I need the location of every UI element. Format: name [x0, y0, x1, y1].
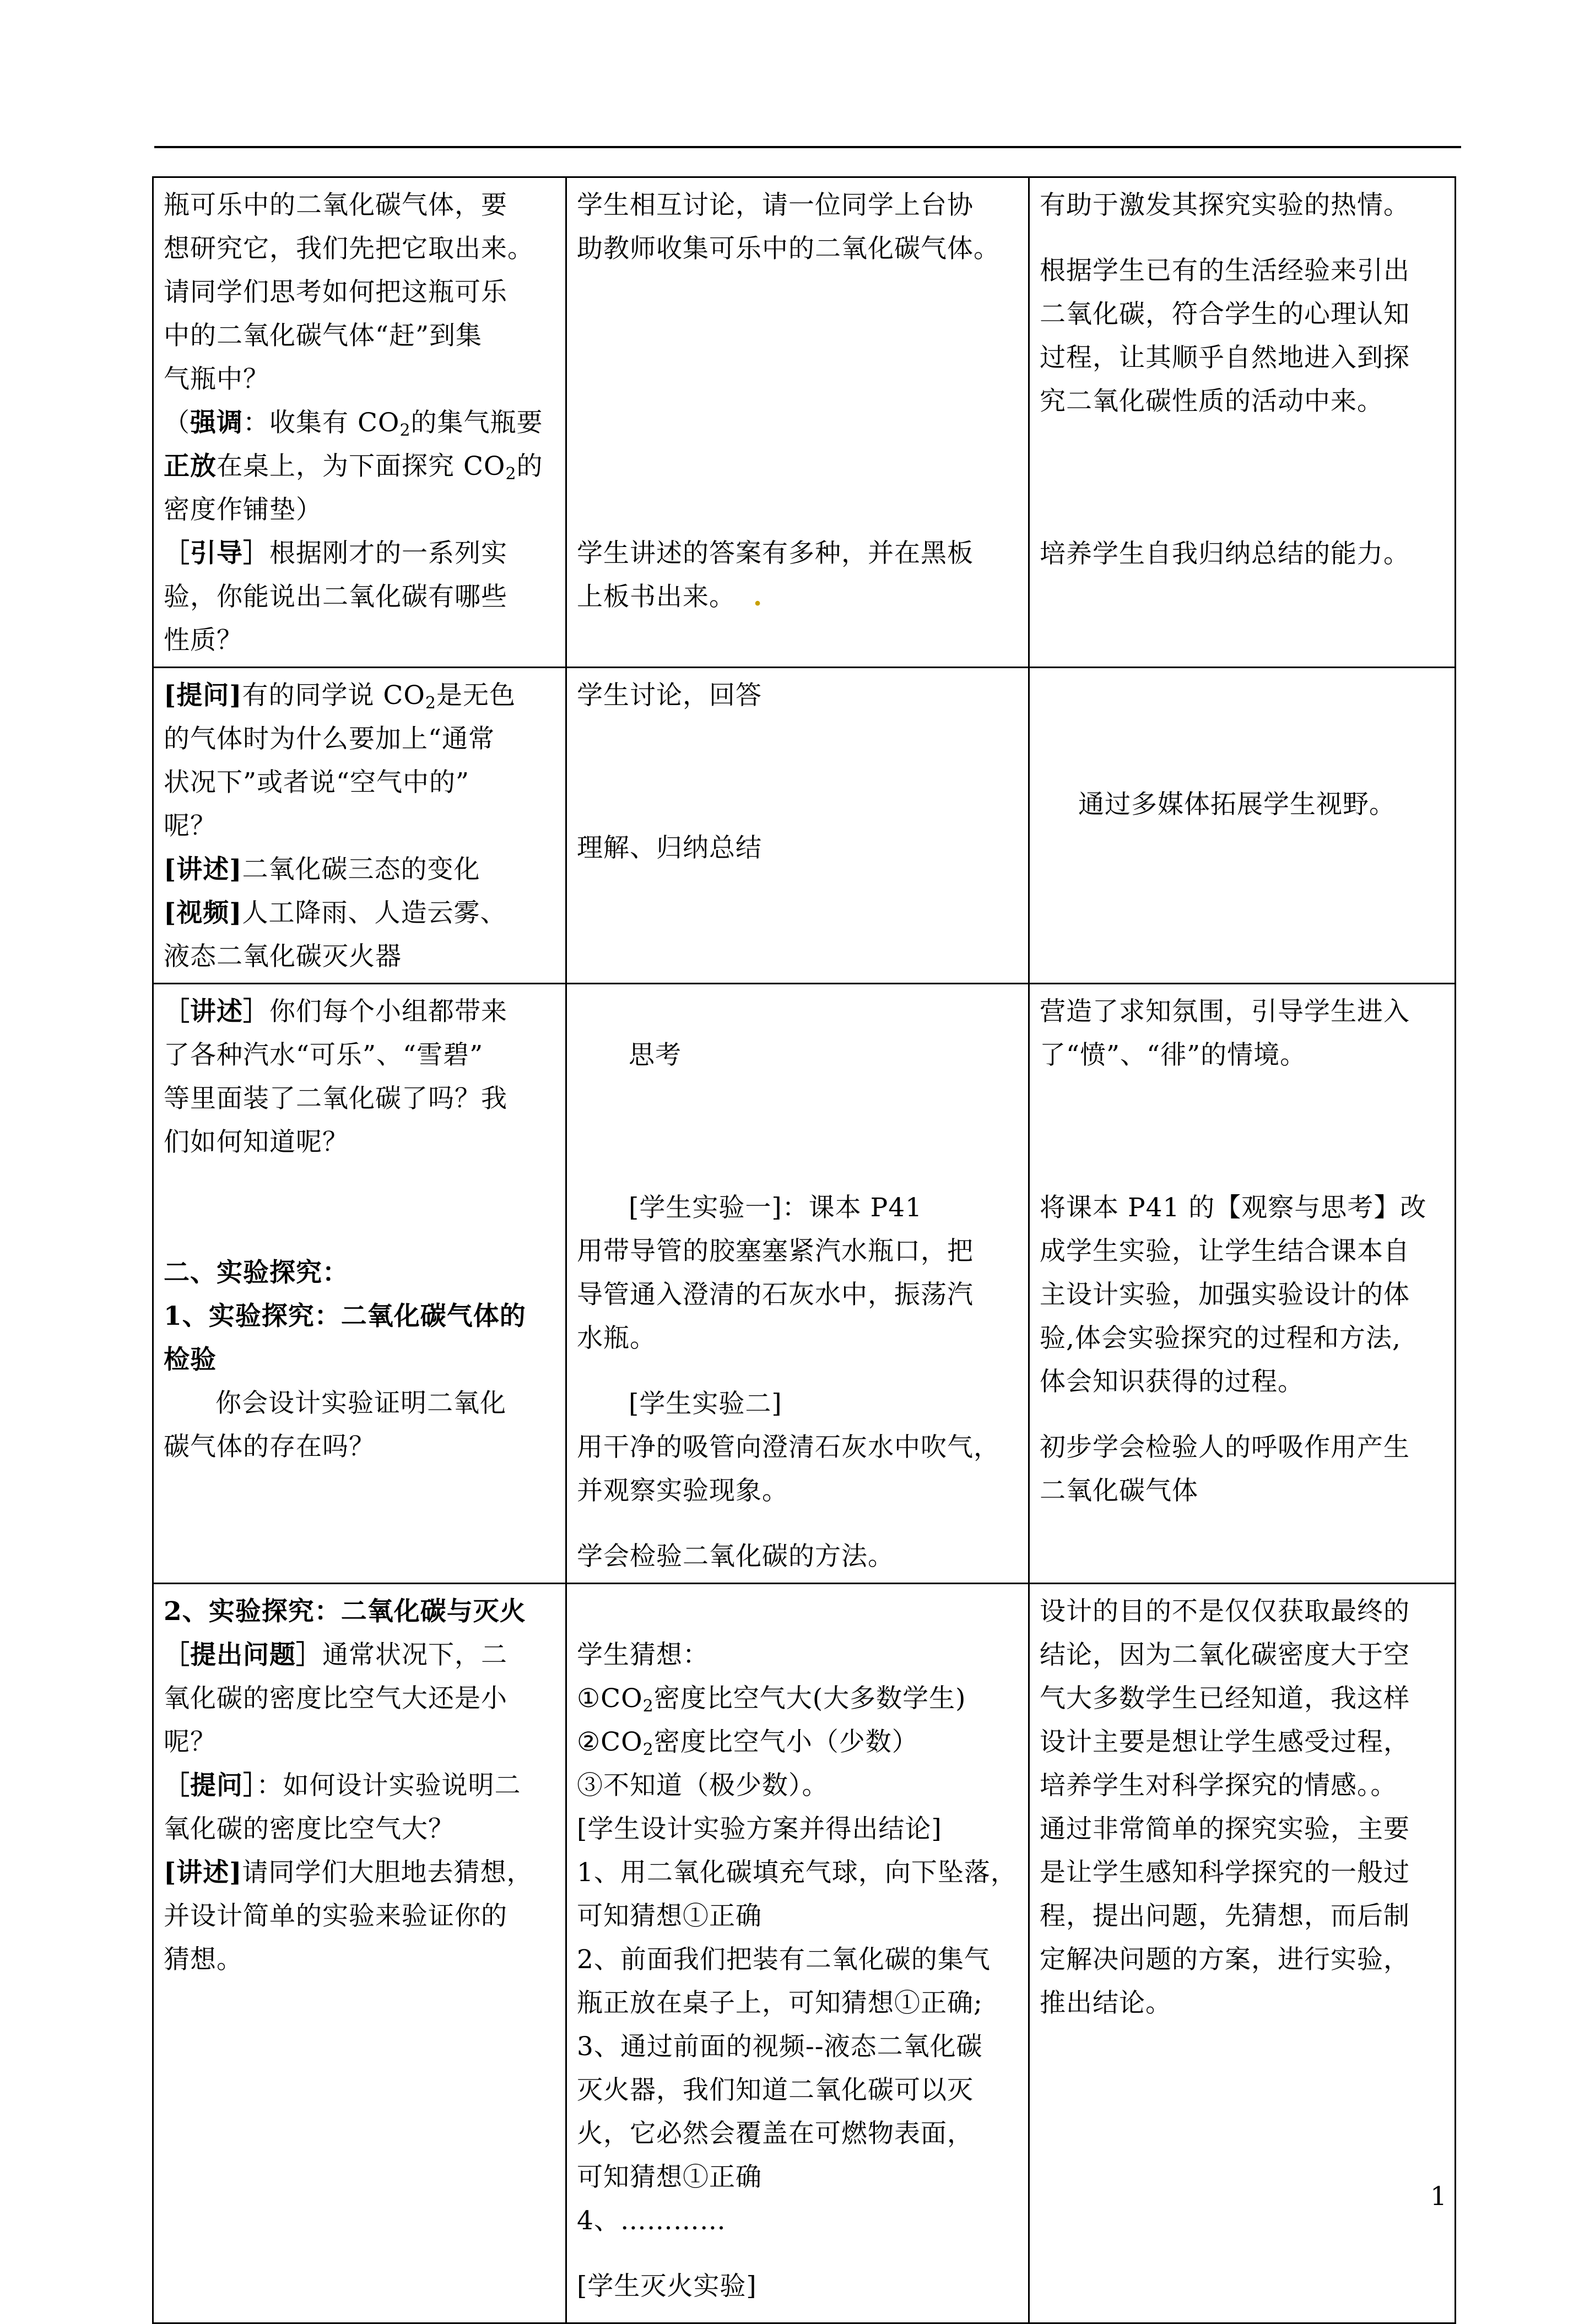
- section-heading: 二、实验探究：: [164, 1258, 349, 1288]
- design-intent-cell: 设计的目的不是仅仅获取最终的 结论，因为二氧化碳密度大于空 气大多数学生已经知道，我这样 设计主要是想让学生感受过程， 培养学生对科学探究的情感。。 通过非常简单的探究实验，主要 是让学生感知科学探究的一般过 程，提出问题，先猜想，而后制 定解决问题的方案，进行实验， 推出结论。: [1029, 1584, 1456, 2323]
- guide-label: ［引导］: [164, 538, 269, 568]
- stray-dot: .: [753, 582, 763, 612]
- teacher-activity-cell: 瓶可乐中的二氧化碳气体，要 想研究它，我们先把它取出来。 请同学们思考如何把这瓶可乐 中的二氧化碳气体“赶”到集 气瓶中？ （强调：收集有 $CO_2$的集气瓶要 正放在桌上，为下面探究 $CO_2$的 密度作铺垫） ［引导］根据刚才的一系列实 验，你能说出二氧化碳有哪些 性质？: [153, 177, 566, 668]
- teacher-activity-cell: [提问]有的同学说 $CO_2$是无色 的气体时为什么要加上“通常 状况下”或者说“空气中的” 呢？ [讲述]二氧化碳三态的变化 [视频]人工降雨、人造云雾、 液态二氧化碳灭火器: [153, 668, 566, 984]
- student-activity-cell: 思考 [学生实验一]：课本 P41 用带导管的胶塞塞紧汽水瓶口，把 导管通入澄清的石灰水中，振荡汽 水瓶。 [学生实验二] 用干净的吸管向澄清石灰水中吹气， 并观察实验现象。 学会检验二氧化碳的方法。: [566, 984, 1029, 1584]
- emphasis-label: 强调: [190, 408, 243, 438]
- design-intent-cell: 通过多媒体拓展学生视野。: [1029, 668, 1456, 984]
- design-intent-cell: 营造了求知氛围，引导学生进入 了“愤”、“徘”的情境。 将课本 P41 的【观察与思考】改 成学生实验，让学生结合课本自 主设计实验，加强实验设计的体 验,体会实验探究的过程和方法, 体会知识获得的过程。 初步学会检验人的呼吸作用产生 二氧化碳气体: [1029, 984, 1456, 1584]
- teacher-activity-cell: ［讲述］你们每个小组都带来 了各种汽水“可乐”、“雪碧” 等里面装了二氧化碳了吗？我 们如何知道呢？ 二、实验探究： 1、实验探究：二氧化碳气体的 检验 你会设计实验证明二氧化 碳气体的存在吗？: [153, 984, 566, 1584]
- table-row: [153, 177, 1456, 668]
- teacher-activity-cell: 2、实验探究：二氧化碳与灭火 ［提出问题］通常状况下，二 氧化碳的密度比空气大还是小 呢？ ［提问］：如何设计实验说明二 氧化碳的密度比空气大？ [讲述]请同学们大胆地去猜想， 并设计简单的实验来验证你的 猜想。: [153, 1584, 566, 2323]
- student-activity-cell: 学生讨论，回答 理解、归纳总结: [566, 668, 1029, 984]
- subsection-heading: 2、实验探究：二氧化碳与灭火: [164, 1596, 526, 1627]
- header-rule: [154, 146, 1461, 148]
- table-row: [153, 1584, 1456, 2323]
- table-row: [153, 668, 1456, 984]
- page-number: 1: [1430, 2181, 1447, 2212]
- design-intent-cell: 有助于激发其探究实验的热情。 根据学生已有的生活经验来引出 二氧化碳，符合学生的心理认知 过程，让其顺乎自然地进入到探 究二氧化碳性质的活动中来。 培养学生自我归纳总结的能力。: [1029, 177, 1456, 668]
- student-activity-cell: 学生相互讨论，请一位同学上台协 助教师收集可乐中的二氧化碳气体。 学生讲述的答案有多种，并在黑板 上板书出来。 .: [566, 177, 1029, 668]
- student-activity-cell: 学生猜想： $①CO_2$密度比空气大(大多数学生) $②CO_2$密度比空气小（少数） ③不知道（极少数）。 [学生设计实验方案并得出结论] 1、用二氧化碳填充气球，向下坠落， 可知猜想①正确 2、前面我们把装有二氧化碳的集气 瓶正放在桌子上，可知猜想①正确; 3、通过前面的视频--液态二氧化碳 灭火器，我们知道二氧化碳可以灭 火，它必然会覆盖在可燃物表面， 可知猜想①正确 4、………… [学生灭火实验]: [566, 1584, 1029, 2323]
- table-row: [153, 984, 1456, 1584]
- lesson-plan-table: [152, 176, 1456, 2324]
- subsection-heading: 1、实验探究：二氧化碳气体的: [164, 1301, 526, 1331]
